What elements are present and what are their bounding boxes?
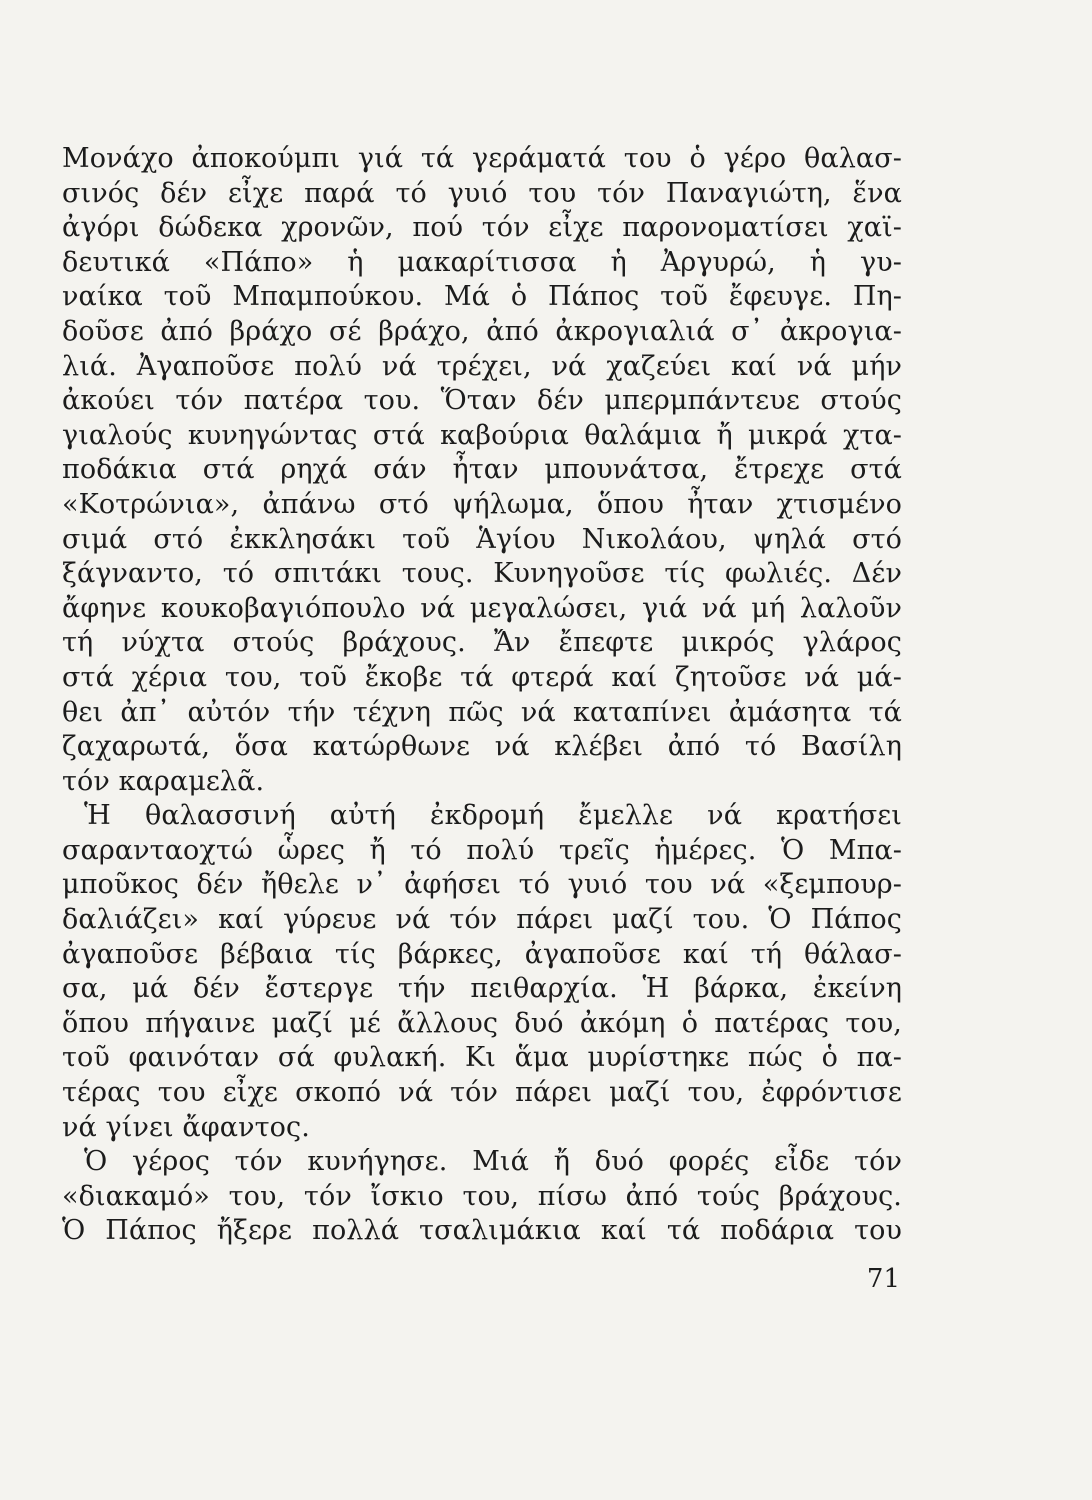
body-text [62,142,902,1249]
text-line: ἄφηνε κουκοβαγιόπουλο νά μεγαλώσει, γιά νά μή λαλοῦν [62,592,902,624]
text-line: τοῦ φαινόταν σά φυλακή. Κι ἅμα μυρίστηκε πώς ὁ πα- [62,1042,902,1074]
text-line: ξάγναντο, τό σπιτάκι τους. Κυνηγοῦσε τίς φωλιές. Δέν [62,558,902,590]
text-line: ἀγόρι δώδεκα χρονῶν, πού τόν εἶχε παρονοματίσει χαϊ- [62,212,902,244]
text-line: σιμά στό ἐκκλησάκι τοῦ Ἁγίου Νικολάου, ψηλά στό [62,523,902,555]
text-line: ζαχαρωτά, ὅσα κατώρθωνε νά κλέβει ἀπό τό Βασίλη [62,731,902,763]
text-line: «Κοτρώνια», ἀπάνω στό ψήλωμα, ὅπου ἦταν χτισμένο [62,488,902,520]
text-line: Ἡ θαλασσινή αὐτή ἐκδρομή ἔμελλε νά κρατήσει [84,800,902,832]
text-line: ναίκα τοῦ Μπαμπούκου. Μά ὁ Πάπος τοῦ ἔφευγε. Πη- [62,281,902,313]
text-line: Μονάχο ἀποκούμπι γιά τά γεράματά του ὁ γέρο θαλασ- [62,143,902,174]
text-line: δευτικά «Πάπο» ἡ μακαρίτισσα ἡ Ἀργυρώ, ἡ γυ- [62,246,902,278]
text-line: ἀκούει τόν πατέρα του. Ὅταν δέν μπερμπάντευε στούς [62,385,902,417]
text-line: δοῦσε ἀπό βράχο σέ βράχο, ἀπό ἀκρογιαλιά σ᾽ ἀκρογια- [62,315,902,347]
text-line: τέρας του εἶχε σκοπό νά τόν πάρει μαζί του, ἐφρόντισε [62,1077,902,1109]
text-line: λιά. Ἀγαποῦσε πολύ νά τρέχει, νά χαζεύει καί νά μήν [62,350,902,382]
text-line: σινός δέν εἶχε παρά τό γυιό του τόν Παναγιώτη, ἕνα [62,177,902,209]
text-line: ὅπου πήγαινε μαζί μέ ἄλλους δυό ἀκόμη ὁ πατέρας του, [62,1007,902,1039]
text-line: μποῦκος δέν ἤθελε ν᾽ ἀφήσει τό γυιό του νά «ξεμπουρ- [62,869,902,901]
text-line: Ὁ γέρος τόν κυνήγησε. Μιά ἤ δυό φορές εἶδε τόν [84,1146,902,1178]
text-line: δαλιάζει» καί γύρευε νά τόν πάρει μαζί του. Ὁ Πάπος [62,904,902,936]
text-line: γιαλούς κυνηγώντας στά καβούρια θαλάμια ἤ μικρά χτα- [62,419,902,451]
text-line: ποδάκια στά ρηχά σάν ἦταν μπουνάτσα, ἔτρεχε στά [62,454,902,486]
page-number: 71 [866,1264,900,1294]
text-line: στά χέρια του, τοῦ ἔκοβε τά φτερά καί ζητοῦσε νά μά- [62,661,902,693]
text-line: τή νύχτα στούς βράχους. Ἄν ἔπεφτε μικρός γλάρος [62,627,902,659]
text-line: Ὁ Πάπος ἤξερε πολλά τσαλιμάκια καί τά ποδάρια του [62,1215,902,1247]
text-line: θει ἀπ᾽ αὐτόν τήν τέχνη πῶς νά καταπίνει ἀμάσητα τά [62,696,902,728]
text-line: σα, μά δέν ἔστεργε τήν πειθαρχία. Ἡ βάρκα, ἐκείνη [62,973,902,1005]
text-line: νά γίνει ἄφαντος. [62,1111,310,1143]
text-line: «διακαμό» του, τόν ἴσκιο του, πίσω ἀπό τούς βράχους. [62,1180,902,1212]
text-line: τόν καραμελᾶ. [62,765,265,797]
text-line: σαρανταοχτώ ὧρες ἤ τό πολύ τρεῖς ἡμέρες. Ὁ Μπα- [62,834,902,866]
text-line: ἀγαποῦσε βέβαια τίς βάρκες, ἀγαποῦσε καί τή θάλασ- [62,938,902,970]
